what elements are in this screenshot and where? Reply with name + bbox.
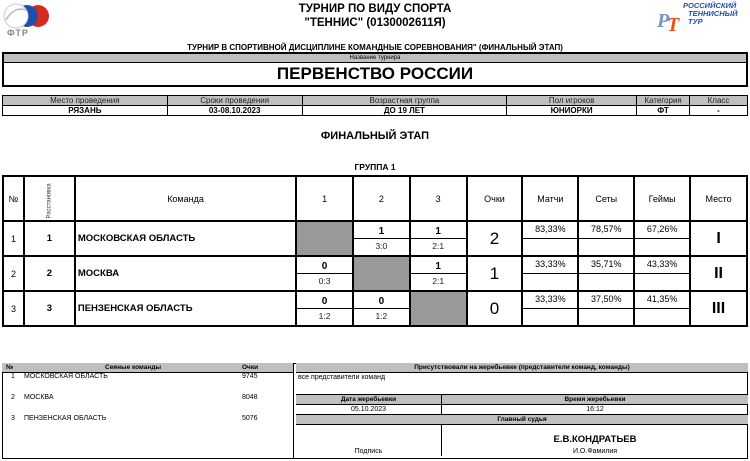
result-score: 0:3 <box>318 276 331 286</box>
result-cell <box>410 221 467 256</box>
row-num: 3 <box>3 291 24 326</box>
header-subtitle: ТУРНИР В СПОРТИВНОЙ ДИСЦИПЛИНЕ КОМАНДНЫЕ СОРЕВНОВАНИЯ" (ФИНАЛЬНЫЙ ЭТАП) <box>187 43 563 52</box>
draw-info-table <box>296 363 748 456</box>
info-header-gender: Пол игроков <box>507 96 637 106</box>
seeded-points: 8048 <box>242 394 258 401</box>
draw-present-label: Присутствовали на жеребьевке (представители команд, команды) <box>296 363 748 373</box>
row-num: 1 <box>3 221 24 256</box>
row-seed: 1 <box>24 221 75 256</box>
row-points: 2 <box>467 221 523 256</box>
matches-cell <box>522 221 578 256</box>
svg-text:Т: Т <box>667 14 680 33</box>
seeded-points: 5076 <box>242 415 258 422</box>
games-cell <box>634 221 690 256</box>
row-seed: 2 <box>24 256 75 291</box>
tournament-name-label: Название турнира <box>4 54 746 63</box>
row-team: ПЕНЗЕНСКАЯ ОБЛАСТЬ <box>75 291 296 326</box>
seeded-team: МОСКВА <box>24 394 54 401</box>
signature-label: Подпись <box>354 448 383 455</box>
result-win: 1 <box>411 257 466 274</box>
matches-cell <box>522 256 578 291</box>
info-header-class: Класс <box>690 96 748 106</box>
result-cell <box>296 291 353 326</box>
diagonal-cell <box>353 256 410 291</box>
referee-label: Главный судья <box>296 415 748 425</box>
row-place: III <box>690 291 747 326</box>
info-class: - <box>690 106 748 116</box>
draw-date-value: 05.10.2023 <box>296 405 442 414</box>
draw-date-label: Дата жеребьевки <box>296 395 442 404</box>
result-win: 1 <box>411 222 466 239</box>
ftr-logo-text: ФТР <box>7 28 29 38</box>
diagonal-cell <box>410 291 467 326</box>
col-header-points: Очки <box>467 176 523 221</box>
referee-name-caption: И.О.Фамилия <box>572 448 618 455</box>
row-team: МОСКОВСКАЯ ОБЛАСТЬ <box>75 221 296 256</box>
seeded-header-team: Сеяные команды <box>105 364 161 371</box>
col-header-team: Команда <box>75 176 296 221</box>
row-place: I <box>690 221 747 256</box>
tournament-name-box <box>2 52 748 87</box>
result-win: 0 <box>354 292 409 309</box>
info-venue: РЯЗАНЬ <box>3 106 168 116</box>
matches-cell <box>522 291 578 326</box>
info-gender: ЮНИОРКИ <box>507 106 637 116</box>
rtt-logo-line3: ТУР <box>688 17 703 26</box>
result-score: 1:2 <box>318 311 331 321</box>
referee-name-cell <box>442 425 748 456</box>
seeded-teams-table <box>2 363 294 459</box>
result-score: 1:2 <box>375 311 388 321</box>
table-row <box>3 256 747 291</box>
rtt-logo-line1: РОССИЙСКИЙ <box>683 1 737 10</box>
col-header-seed-label: Расстановка <box>46 182 53 219</box>
info-header-age: Возрастная группа <box>302 96 507 106</box>
col-header-games: Геймы <box>634 176 690 221</box>
row-place: II <box>690 256 747 291</box>
row-matches: 33,33% <box>523 292 577 309</box>
result-score: 2:1 <box>432 276 445 286</box>
seeded-num: 3 <box>11 415 15 422</box>
sets-cell <box>578 291 634 326</box>
row-matches: 83,33% <box>523 222 577 239</box>
info-table <box>2 95 748 116</box>
draw-datetime-values <box>296 405 748 415</box>
sets-cell <box>578 256 634 291</box>
col-header-place: Место <box>690 176 747 221</box>
col-header-seed <box>24 176 75 221</box>
info-dates: 03-08.10.2023 <box>167 106 302 116</box>
diagonal-cell <box>296 221 353 256</box>
col-header-1: 1 <box>296 176 353 221</box>
seeded-header-num: № <box>6 364 14 371</box>
table-row <box>3 221 747 256</box>
games-cell <box>634 291 690 326</box>
row-team: МОСКВА <box>75 256 296 291</box>
result-win: 0 <box>297 257 352 274</box>
referee-row <box>296 425 748 456</box>
row-games: 67,26% <box>635 222 689 239</box>
row-sets: 37,50% <box>579 292 633 309</box>
row-num: 2 <box>3 256 24 291</box>
result-score: 3:0 <box>375 241 388 251</box>
group-title: ГРУППА 1 <box>354 162 396 172</box>
list-item <box>2 394 293 415</box>
result-cell <box>353 291 410 326</box>
result-win: 1 <box>354 222 409 239</box>
header-title-line1: ТУРНИР ПО ВИДУ СПОРТА <box>298 3 452 15</box>
col-header-3: 3 <box>410 176 467 221</box>
list-item <box>2 415 293 436</box>
info-header-dates: Сроки проведения <box>167 96 302 106</box>
seeded-num: 1 <box>11 373 15 380</box>
table-row <box>3 291 747 326</box>
row-points: 0 <box>467 291 523 326</box>
info-header-category: Категория <box>637 96 690 106</box>
seeded-num: 2 <box>11 394 15 401</box>
result-score: 2:1 <box>432 241 445 251</box>
seeded-header-points: Очки <box>242 364 259 371</box>
svg-text:Р: Р <box>657 10 670 32</box>
rtt-logo <box>655 2 750 34</box>
row-points: 1 <box>467 256 523 291</box>
draw-present-value: все представители команд <box>296 373 748 395</box>
seeded-header <box>2 363 293 373</box>
col-header-num: № <box>3 176 24 221</box>
draw-time-value: 16:12 <box>586 406 604 413</box>
row-games: 41,35% <box>635 292 689 309</box>
referee-name: Е.В.КОНДРАТЬЕВ <box>553 434 637 445</box>
col-header-matches: Матчи <box>522 176 578 221</box>
result-cell <box>410 256 467 291</box>
row-seed: 3 <box>24 291 75 326</box>
stage-title: ФИНАЛЬНЫЙ ЭТАП <box>320 130 430 142</box>
ftr-logo <box>2 2 52 40</box>
list-item <box>2 373 293 394</box>
row-matches: 33,33% <box>523 257 577 274</box>
seeded-team: ПЕНЗЕНСКАЯ ОБЛАСТЬ <box>24 415 107 422</box>
info-header-venue: Место проведения <box>3 96 168 106</box>
games-cell <box>634 256 690 291</box>
sets-cell <box>578 221 634 256</box>
draw-time-label: Время жеребьевки <box>564 396 626 403</box>
info-age: ДО 19 ЛЕТ <box>302 106 507 116</box>
draw-datetime-header <box>296 395 748 405</box>
header-title-line2: "ТЕННИС" (0130002611Я) <box>304 17 446 29</box>
row-games: 43,33% <box>635 257 689 274</box>
result-cell <box>296 256 353 291</box>
info-category: ФТ <box>637 106 690 116</box>
row-sets: 35,71% <box>579 257 633 274</box>
result-cell <box>353 221 410 256</box>
signature-cell <box>296 425 442 456</box>
result-win: 0 <box>297 292 352 309</box>
seeded-points: 9745 <box>242 373 258 380</box>
seeded-team: МОСКОВСКАЯ ОБЛАСТЬ <box>24 373 108 380</box>
group-table <box>2 175 748 327</box>
col-header-sets: Сеты <box>578 176 634 221</box>
row-sets: 78,57% <box>579 222 633 239</box>
rtt-logo-line2: ТЕННИСНЫЙ <box>688 9 738 18</box>
col-header-2: 2 <box>353 176 410 221</box>
tournament-name: ПЕРВЕНСТВО РОССИИ <box>276 64 474 83</box>
